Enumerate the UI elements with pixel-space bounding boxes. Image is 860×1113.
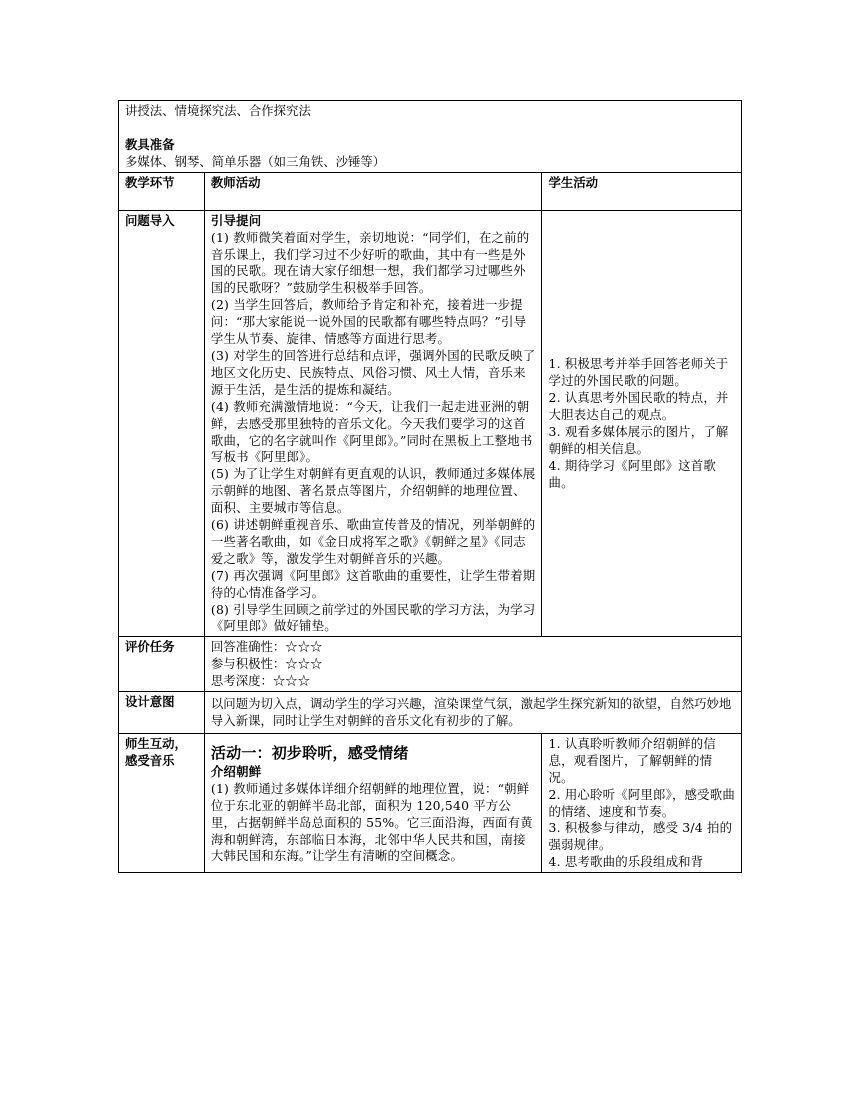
activity-teacher-step: (1) 教师通过多媒体详细介绍朝鲜的地理位置，说：“朝鲜位于东北亚的朝鲜半岛北部，面积为 120,540 平方公里，占据朝鲜半岛总面积的 55%。它三面沿海，西面有黄海和朝鲜湾，东部临日本海，北邻中华人民共和国，南接大韩民国和东海。”让学生有清晰的空间概念。 <box>210 780 533 864</box>
activity-row <box>119 733 742 872</box>
intro-student-item: 4. 期待学习《阿里郎》这首歌曲。 <box>548 457 716 490</box>
intro-student-item: 1. 积极思考并举手回答老师关于学过的外国民歌的问题。 <box>548 356 729 389</box>
activity-stage-line: 感受音乐 <box>125 752 175 768</box>
intro-teacher-step: (4) 教师充满激情地说：“今天，让我们一起走进亚洲的朝鲜，去感受那里独特的音乐文化。今天我们要学习的这首歌曲，它的名字就叫作《阿里郎》。”同时在黑板上工整地书写板书《阿里郎》。 <box>210 398 533 465</box>
evaluation-row <box>119 637 742 692</box>
equipment-heading: 教具准备 <box>125 136 175 152</box>
activity-student-item: 3. 积极参与律动，感受 3/4 拍的强弱规律。 <box>548 820 733 853</box>
intro-subtitle: 引导提问 <box>210 212 262 228</box>
activity-stage-line: 师生互动， <box>125 735 187 751</box>
intro-student-item: 3. 观看多媒体展示的图片，了解朝鲜的相关信息。 <box>548 424 729 456</box>
teaching-methods: 讲授法、情境探究法、合作探究法 <box>125 103 311 118</box>
design-cell <box>204 692 741 734</box>
evaluation-item: 思考深度：☆☆☆ <box>210 673 311 689</box>
activity-student-item: 1. 认真聆听教师介绍朝鲜的信息，观看图片，了解朝鲜的情况。 <box>548 735 716 785</box>
activity-teacher-cell <box>204 733 542 872</box>
activity-stage <box>119 733 205 872</box>
activity-student-cell <box>542 733 742 872</box>
header-stage: 教学环节 <box>119 172 205 210</box>
evaluation-stage: 评价任务 <box>119 637 205 692</box>
intro-student-cell <box>542 210 742 637</box>
intro-stage: 问题导入 <box>119 210 205 637</box>
evaluation-item: 回答准确性：☆☆☆ <box>210 639 323 655</box>
lesson-plan-table <box>118 100 742 873</box>
design-stage: 设计意图 <box>119 692 205 734</box>
design-intent-text: 以问题为切入点，调动学生的学习兴趣，渲染课堂气氛，激起学生探究新知的欲望，自然巧妙地导入新课，同时让学生对朝鲜的音乐文化有初步的了解。 <box>210 696 732 728</box>
intro-teacher-step: (6) 讲述朝鲜重视音乐、歌曲宣传普及的情况，列举朝鲜的一些著名歌曲，如《金日成将军之歌》《朝鲜之星》《同志爱之歌》等，激发学生对朝鲜音乐的兴趣。 <box>210 517 536 566</box>
intro-student-item: 2. 认真思考外国民歌的特点，并大胆表达自己的观点。 <box>548 390 729 423</box>
activity-student-item: 4. 思考歌曲的乐段组成和背 <box>548 854 704 870</box>
header-student: 学生活动 <box>542 172 742 210</box>
equipment-list: 多媒体、钢琴、简单乐器（如三角铁、沙锤等） <box>125 153 386 169</box>
activity-student-item: 2. 用心聆听《阿里郎》，感受歌曲的情绪、速度和节奏。 <box>548 786 735 819</box>
intro-teacher-step: (5) 为了让学生对朝鲜有更直观的认识，教师通过多媒体展示朝鲜的地图、著名景点等图片，介绍朝鲜的地理位置、面积、主要城市等信息。 <box>210 466 536 516</box>
activity-subtitle: 介绍朝鲜 <box>210 763 262 779</box>
intro-teacher-step: (1) 教师微笑着面对学生，亲切地说：“同学们，在之前的音乐课上，我们学习过不少好听的歌曲，其中有一些是外国的民歌。现在请大家仔细想一想，我们都学习过哪些外国的民歌呀？”鼓励学生积极举手回答。 <box>210 229 530 296</box>
intro-teacher-step: (3) 对学生的回答进行总结和点评，强调外国的民歌反映了地区文化历史、民族特点、风俗习惯、风土人情，音乐来源于生活，是生活的提炼和凝结。 <box>210 347 536 397</box>
methods-row <box>119 101 742 173</box>
table-header-row <box>119 172 742 210</box>
intro-row <box>119 210 742 637</box>
activity-title: 活动一：初步聆听，感受情绪 <box>210 743 409 762</box>
evaluation-cell <box>204 637 741 692</box>
header-teacher: 教师活动 <box>204 172 542 210</box>
intro-teacher-step: (2) 当学生回答后，教师给予肯定和补充，接着进一步提问：“那大家能说一说外国的民歌都有哪些特点吗？”引导学生从节奏、旋律、情感等方面进行思考。 <box>210 297 527 347</box>
intro-teacher-step: (8) 引导学生回顾之前学过的外国民歌的学习方法，为学习《阿里郎》做好铺垫。 <box>210 601 536 634</box>
design-row <box>119 692 742 734</box>
evaluation-item: 参与积极性：☆☆☆ <box>210 656 323 672</box>
methods-cell <box>119 101 742 173</box>
intro-teacher-cell <box>204 210 542 637</box>
intro-teacher-step: (7) 再次强调《阿里郎》这首歌曲的重要性，让学生带着期待的心情准备学习。 <box>210 567 536 600</box>
